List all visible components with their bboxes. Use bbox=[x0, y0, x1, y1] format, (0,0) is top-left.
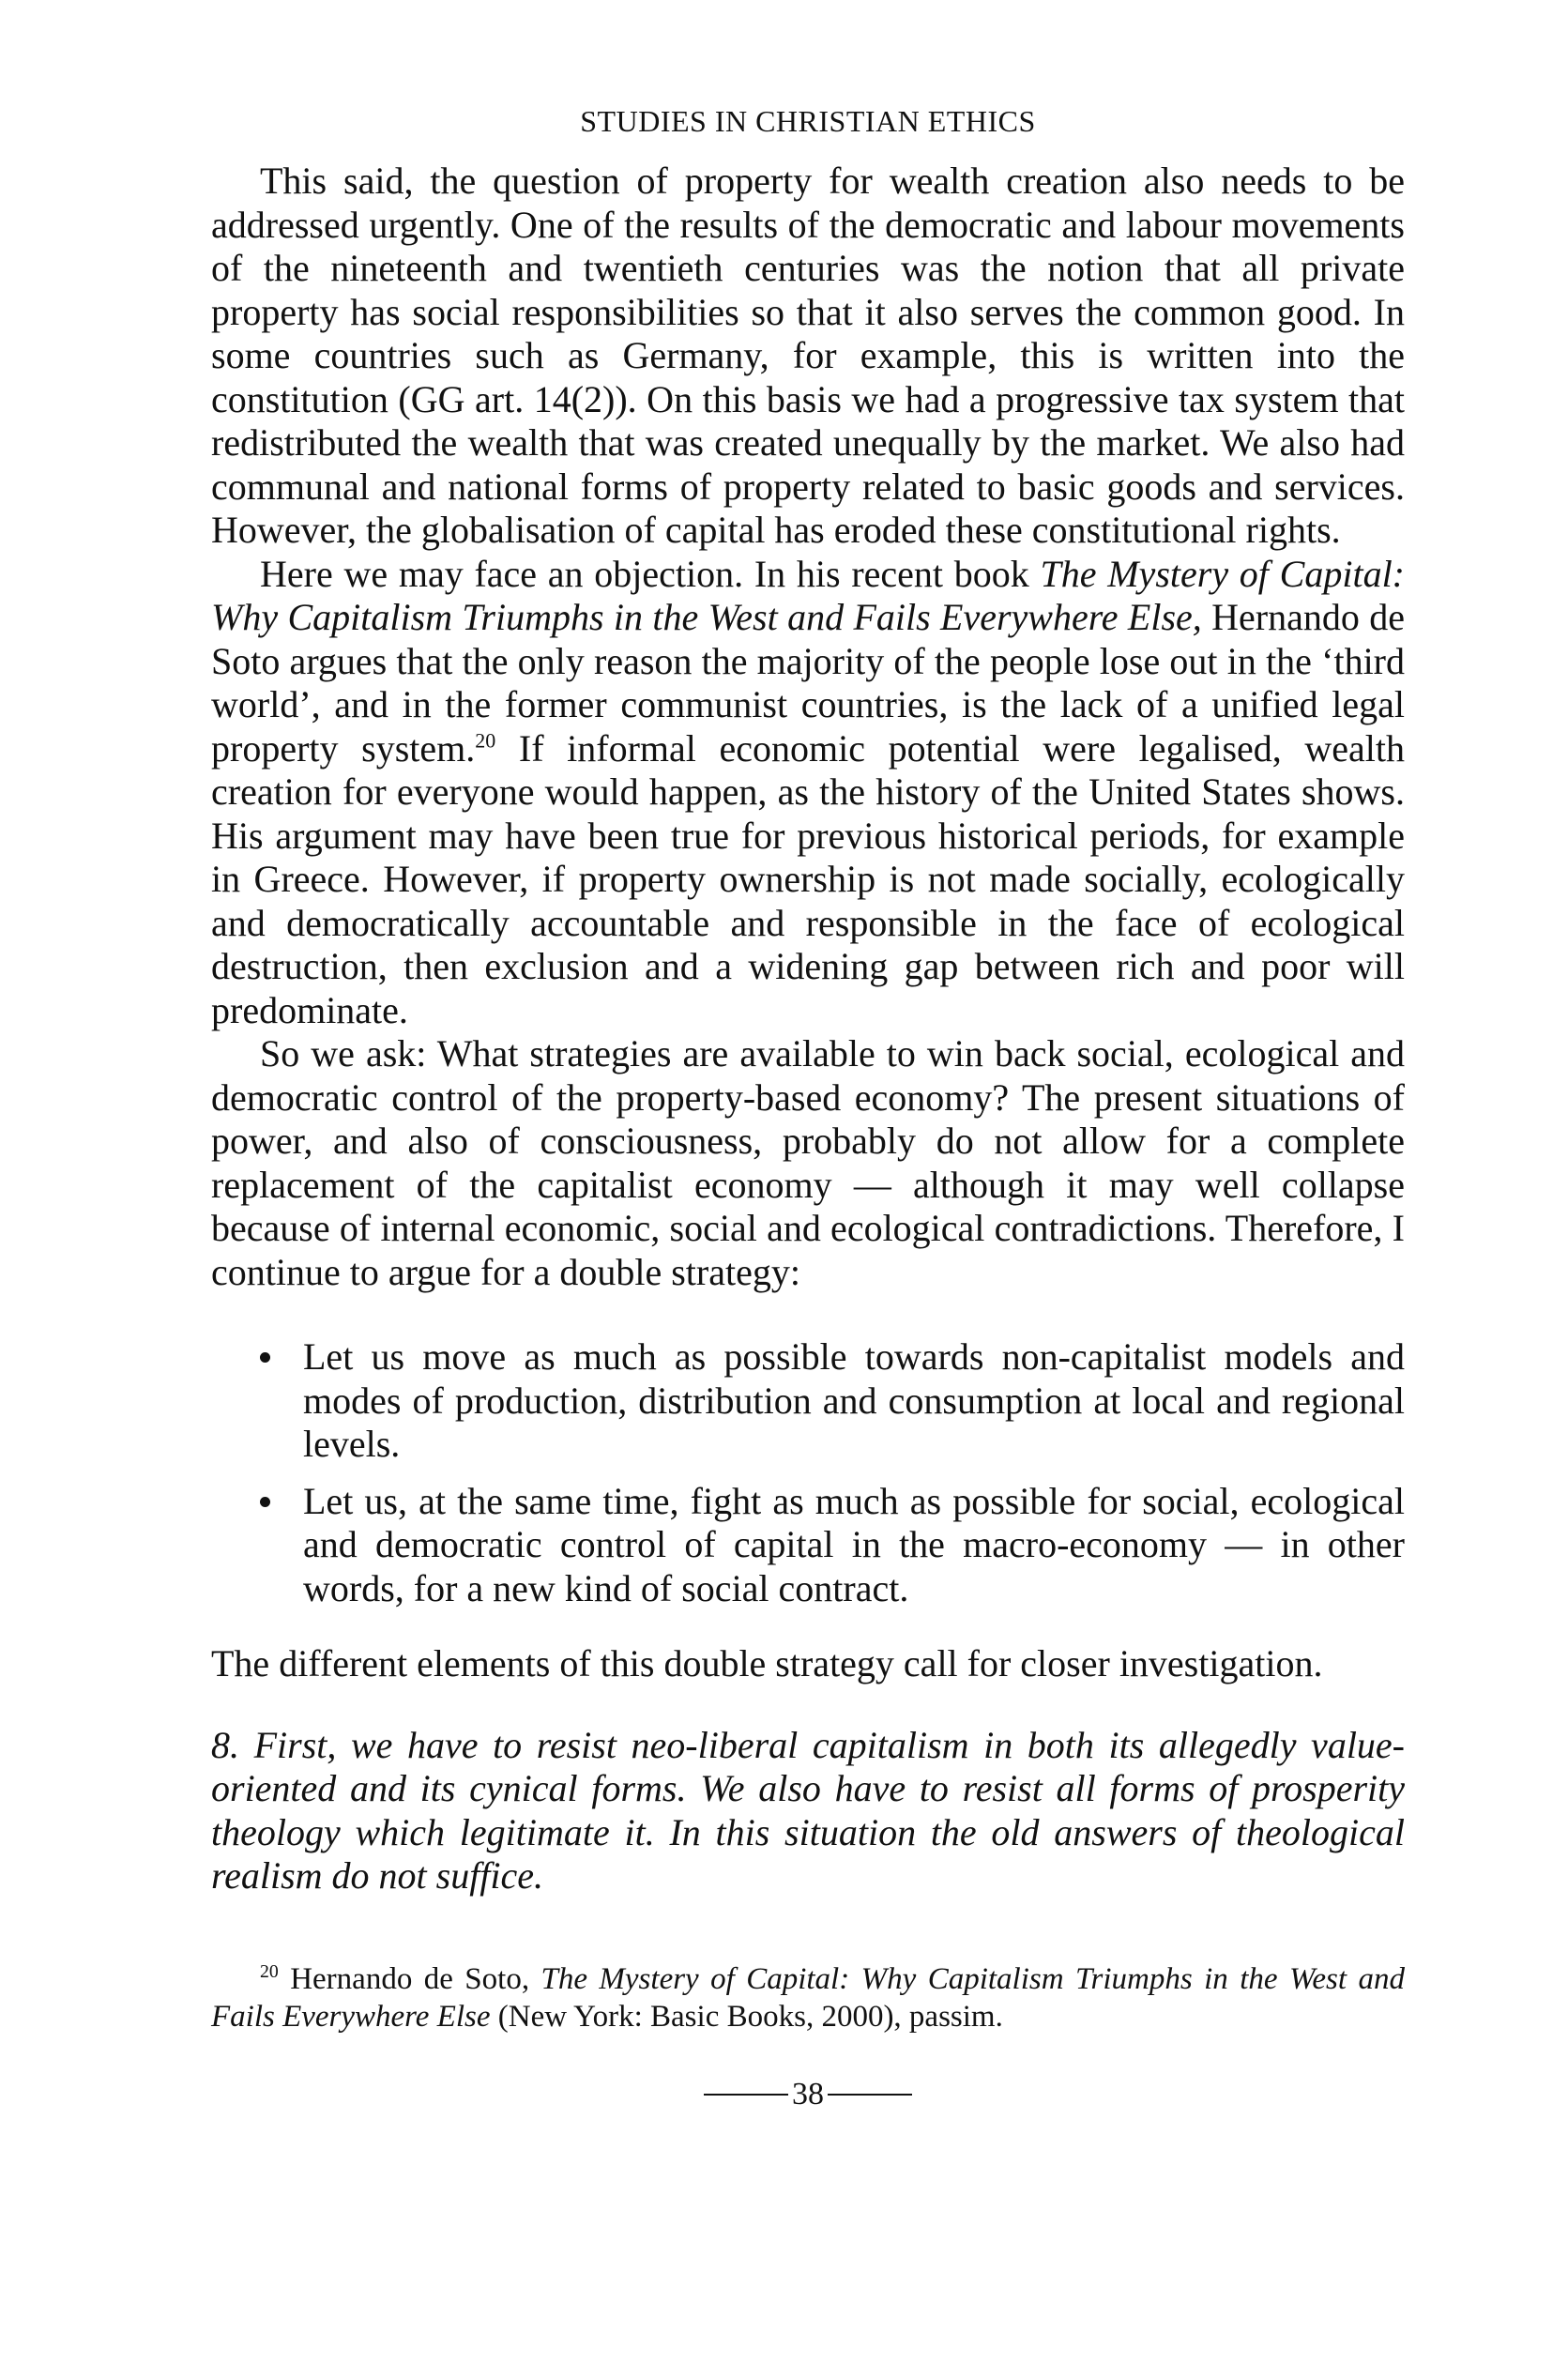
list-item bbox=[260, 1335, 1405, 1467]
list-item-text: Let us move as much as possible towards non-capitalist models and modes of production, distribution and consumption at local and regional levels. bbox=[303, 1335, 1405, 1466]
footnote-author: Hernando de Soto, bbox=[278, 1961, 541, 1996]
footnote-marker[interactable]: 20 bbox=[475, 728, 496, 753]
footnote-title: The Mystery of Capital: Why Capitalism Triumphs in the West and Fails Everywhere Else bbox=[211, 1961, 1405, 2034]
page-number bbox=[211, 2077, 1405, 2112]
page-number-rule-left bbox=[704, 2094, 788, 2096]
paragraph-de-soto-argument: Hernando de Soto argues that the only reason the majority of the people lose out in the ‘third world’, and in the former communist countries, is the lack of a unified legal property system. bbox=[211, 596, 1405, 770]
paragraph-investigation: The different elements of this double strategy call for closer investigation. bbox=[211, 1642, 1323, 1685]
footnote bbox=[211, 1960, 1405, 2035]
paragraph-de-soto bbox=[211, 553, 1405, 1033]
body-text bbox=[211, 160, 1405, 1898]
paragraph-strategies: So we ask: What strategies are available to win back social, ecological and democratic control of the property-based economy? The present situations of power, and also of consciousness, probably do not allow for a complete replacement of the capitalist economy — although it may well collapse because of internal economic, social and ecological contradictions. Therefore, I continue to argue for a double strategy: bbox=[211, 1032, 1405, 1293]
paragraph-de-soto-intro: Here we may face an objection. In his recent book bbox=[260, 552, 1041, 595]
strategy-list bbox=[211, 1335, 1405, 1610]
footnote-publication: (New York: Basic Books, 2000), passim. bbox=[490, 1999, 1003, 2034]
running-head: STUDIES IN CHRISTIAN ETHICS bbox=[580, 104, 1036, 138]
page-number-value: 38 bbox=[792, 2076, 824, 2111]
bullet-icon bbox=[260, 1352, 270, 1363]
footnote-number: 20 bbox=[260, 1960, 279, 1982]
section-8-thesis: 8. First, we have to resist neo-liberal capitalism in both its allegedly value-oriented and its cynical forms. We also have to resist all forms of prosperity theology which legitimate it. In this situation the old answers of theological realism do not suffice. bbox=[211, 1723, 1405, 1898]
paragraph-de-soto-rest: If informal economic potential were legalised, wealth creation for everyone would happen, as the history of the United States shows. His argument may have been true for previous historical periods, for example in Greece. However, if property ownership is not made socially, ecologically and democratically accountable and responsible in the face of ecological destruction, then exclusion and a widening gap between rich and poor will predominate. bbox=[211, 726, 1406, 1031]
paragraph-property: This said, the question of property for wealth creation also needs to be addressed urgently. One of the results of the democratic and labour movements of the nineteenth and twentieth centuries was the notion that all private property has social responsibilities so that it also serves the common good. In some countries such as Germany, for example, this is written into the constitution (GG art. 14(2)). On this basis we had a progressive tax system that redistributed the wealth that was created unequally by the market. We also had communal and national forms of property related to basic goods and services. However, the globalisation of capital has eroded these constitutional rights. bbox=[211, 160, 1405, 552]
book-title: The Mystery of Capital: Why Capitalism Triumphs in the West and Fails Everywhere Else, bbox=[211, 552, 1405, 639]
bullet-icon bbox=[260, 1497, 270, 1507]
list-item bbox=[260, 1480, 1405, 1611]
page-number-rule-right bbox=[828, 2094, 912, 2096]
list-item-text: Let us, at the same time, fight as much as possible for social, ecological and democratic control of capital in the macro-economy — in other words, for a new kind of social contract. bbox=[303, 1479, 1405, 1609]
page bbox=[211, 103, 1405, 2112]
